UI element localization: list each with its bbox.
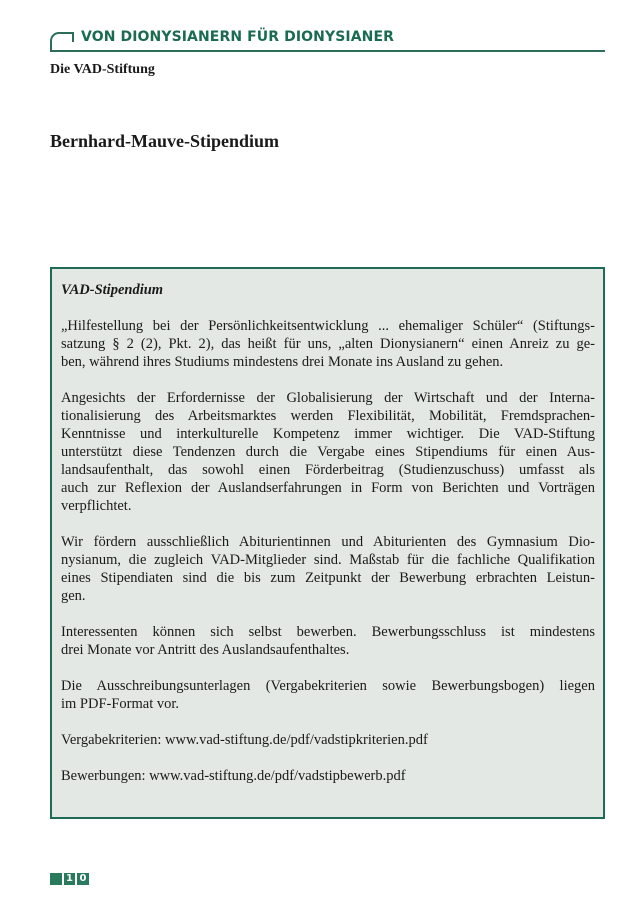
box-body: [61, 299, 595, 785]
text-line: Vergabekriterien: www.vad-stiftung.de/pdf/vadstipkriterien.pdf: [61, 732, 428, 748]
text-line: im PDF-Format vor.: [61, 696, 180, 712]
paragraph: [61, 533, 595, 605]
section-label: Die VAD-Stiftung: [50, 62, 155, 77]
paragraph-gap: [61, 659, 595, 677]
paragraph-gap: [61, 515, 595, 533]
text-line: landsaufenthalt, das sowohl einen Förderbeitrag (Studienzuschuss) umfasst als: [61, 462, 595, 478]
page-number-digit: 0: [77, 873, 89, 885]
text-line: Die Ausschreibungsunterlagen (Vergabekriterien sowie Bewerbungsbogen) liegen: [61, 678, 595, 694]
text-line: Bewerbungen: www.vad-stiftung.de/pdf/vadstipbewerb.pdf: [61, 768, 406, 784]
text-line: auch zur Reflexion der Auslandserfahrungen in Form von Berichten und Vorträgen: [61, 480, 595, 496]
header-tick-ornament: [72, 32, 74, 42]
text-line: verpflichtet.: [61, 498, 132, 514]
text-line: drei Monate vor Antritt des Auslandsaufenthaltes.: [61, 642, 350, 658]
text-line: eines Stipendiaten sind die bis zum Zeitpunkt der Bewerbung erbrachten Leistun-: [61, 570, 595, 586]
text-line: Interessenten können sich selbst bewerben. Bewerbungsschluss ist mindestens: [61, 624, 595, 640]
text-line: nysianum, die zugleich VAD-Mitglieder sind. Maßstab für die fachliche Qualifikation: [61, 552, 595, 568]
text-line: Kenntnisse und interkulturelle Kompetenz immer wichtiger. Die VAD-Stiftung: [61, 426, 595, 442]
running-header: VON DIONYSIANERN FÜR DIONYSIANER: [81, 29, 395, 45]
text-line: unterstützt diese Tendenzen durch die Vergabe eines Stipendiums für einen Aus-: [61, 444, 595, 460]
page-title: Bernhard-Mauve-Stipendium: [50, 131, 280, 151]
paragraph: [61, 389, 595, 515]
text-line: ben, während ihres Studiums mindestens drei Monate ins Ausland zu gehen.: [61, 354, 504, 370]
paragraph: [61, 767, 595, 785]
paragraph-gap: [61, 605, 595, 623]
text-line: tionalisierung des Arbeitsmarktes werden Flexibilität, Mobilität, Fremdsprachen-: [61, 408, 595, 424]
text-line: satzung § 2 (2), Pkt. 2), das heißt für uns, „alten Dionysianern“ einen Anreiz zu ge-: [61, 336, 595, 352]
page-number-digit: 1: [64, 873, 75, 885]
text-line: Wir fördern ausschließlich Abiturientinnen und Abiturienten des Gymnasium Dio-: [61, 534, 595, 550]
paragraph-gap: [61, 749, 595, 767]
text-line: Angesichts der Erfordernisse der Globalisierung der Wirtschaft und der Interna-: [61, 390, 595, 406]
paragraph-gap: [61, 299, 595, 317]
paragraph: [61, 317, 595, 371]
paragraph-gap: [61, 371, 595, 389]
box-heading: VAD-Stipendium: [61, 282, 164, 298]
text-line: gen.: [61, 588, 86, 604]
stipend-info-box: [50, 267, 605, 819]
paragraph: [61, 623, 595, 659]
paragraph: [61, 677, 595, 713]
paragraph-gap: [61, 713, 595, 731]
header-corner-ornament: [50, 32, 72, 50]
text-line: „Hilfestellung bei der Persönlichkeitsentwicklung ... ehemaliger Schüler“ (Stiftungs-: [61, 318, 595, 334]
paragraph: [61, 731, 595, 749]
page-number-block: [50, 873, 62, 885]
header-rule: [50, 50, 605, 52]
